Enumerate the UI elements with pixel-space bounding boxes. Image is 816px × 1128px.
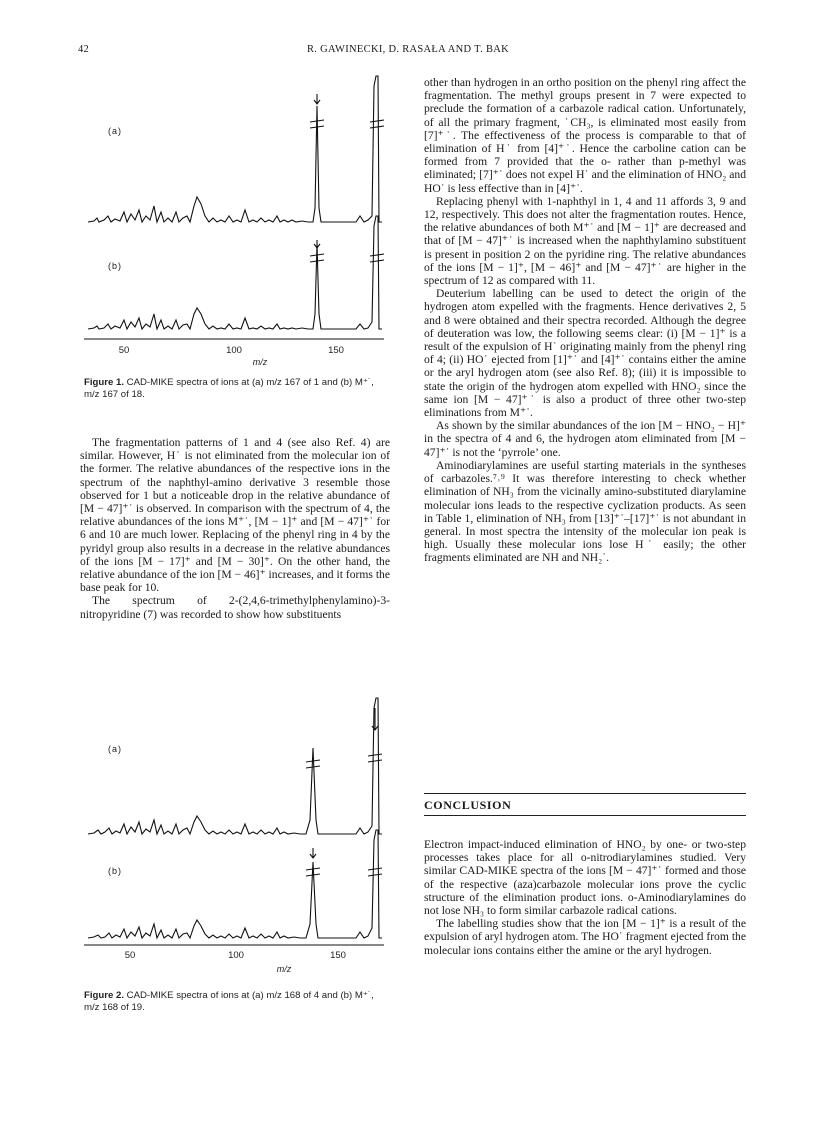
figure-1-tick-150: 150 (328, 345, 344, 356)
figure-1-caption (84, 377, 390, 401)
figure-2-trace-b (88, 830, 382, 938)
figure-1-tick-100: 100 (226, 345, 242, 356)
right-paragraph-4: As shown by the similar abundances of the ion [M − HNO₂ − H]⁺ in the spectra of 4 and 6, the hydrogen atom eliminated from [M − 47]⁺˙ is not the ‘pyrrole’ one. (424, 419, 746, 459)
figure-2-arrow-a (372, 708, 378, 730)
figure-2-caption (84, 990, 390, 1014)
conclusion-heading: CONCLUSION (424, 798, 512, 812)
right-paragraph-3: Deuterium labelling can be used to detect the origin of the hydrogen atom expelled with the fragments. Hence derivatives 2, 5 and 8 were obtained and their spectra recorded. Although the degree of deuteration was low, the following seems clear: (i) [M − 1]⁺ is a result of the expulsion of H˙ originating mainly from the phenyl ring of 4; (ii) HO˙ ejected from [1]⁺˙ and [4]⁺˙ contains either the amine or the aryl hydrogen atom (see also Ref. 8); (iii) it is impossible to state the origin of the hydrogen atom expelled with HNO₂ since the same ion [M − 47]⁺˙ is also a product of three other two-step eliminations from M⁺˙. (424, 287, 746, 420)
figure-1 (84, 76, 384, 376)
left-paragraph-1: The fragmentation patterns of 1 and 4 (see also Ref. 4) are similar. However, H˙ is not eliminated from the molecular ion of the former. The relative abundances of the respective ions in the spectrum of the naphthyl-amino derivative 3 resemble those observed for 1 but a noticeable drop in the relative abundance of [M − 47]⁺˙ is observed. In comparison with the spectrum of 4, the relative abundances of the ions M⁺˙, [M − 1]⁺ and [M − 47]⁺˙ for 6 and 10 are much lower. Replacing of the phenyl ring in 4 by the pyridyl group also results in a decrease in the relative abundances of the ions [M − 17]⁺ and [M − 30]⁺. On the other hand, the relative abundance of the ion [M − 46]⁺ increases, and it forms the base peak for 10. (80, 436, 390, 595)
conclusion-text (424, 838, 746, 957)
page-number: 42 (78, 44, 90, 55)
figure-2-break-mark-a2 (368, 754, 382, 762)
figure-2-caption-text: CAD-MIKE spectra of ions at (a) m/z 168 of 4 and (b) M⁺˙, m/z 168 of 19. (84, 990, 374, 1013)
right-paragraph-1: other than hydrogen in an ortho position on the phenyl ring affect the fragmentation. The methyl groups present in 7 were expected to preclude the formation of a carbazole radical cation. Unfortunately, of all the primary fragment, ˙CH₃, is eliminated most easily from [7]⁺˙. The effectiveness of the process is comparable to that of elimination of H˙ from [4]⁺˙. Hence the carboline cation can be formed from 7 provided that the o- rather than p-methyl was eliminated; [7]⁺˙ does not expel H˙ and the elimination of HNO₂ and HO˙ is less effective than in [4]⁺˙. (424, 76, 746, 195)
figure-2-break-mark-a1 (306, 760, 320, 768)
figure-2-caption-label: Figure 2. (84, 990, 124, 1001)
figure-1-caption-label: Figure 1. (84, 377, 124, 388)
figure-2-trace-a (88, 698, 382, 834)
figure-2-axis-title: m/z (276, 964, 292, 974)
figure-2-tick-150: 150 (330, 950, 346, 961)
figure-2-tick-50: 50 (124, 950, 136, 961)
figure-1-break-mark-b2 (370, 254, 384, 262)
figure-1-axis-title: m/z (252, 357, 268, 367)
figure-2-spectra (84, 700, 384, 980)
figure-1-break-mark-a2 (370, 120, 384, 128)
conclusion-paragraph-2: The labelling studies show that the ion [M − 1]⁺ is a result of the expulsion of aryl hydrogen atom. The HO˙ fragment ejected from the molecular ions contains either the amine or the aryl hydrogen. (424, 917, 746, 957)
figure-1-arrow-a (314, 94, 320, 104)
figure-1-caption-text: CAD-MIKE spectra of ions at (a) m/z 167 of 1 and (b) M⁺˙, m/z 167 of 18. (84, 377, 374, 400)
figure-2-panel-b-label: (b) (108, 866, 122, 876)
figure-2-tick-100: 100 (228, 950, 244, 961)
running-head-authors: R. GAWINECKI, D. RASAŁA AND T. BAK (306, 44, 510, 55)
right-paragraph-5: Aminodiarylamines are useful starting materials in the syntheses of carbazoles.⁷˒⁹ It was therefore interesting to check whether elimination of NH₃ from the vicinally amino-substituted diarylamine molecular ions leads to the respective cyclization products. As seen in Table 1, elimination of NH₃ from [13]⁺˙–[17]⁺˙ is not abundant in general. In most spectra the intensity of the molecular ion peak is high. Usually these molecular ions lose H˙ easily; the other fragments eliminated are NH and NH₂˙. (424, 458, 746, 565)
right-paragraph-2: Replacing phenyl with 1-naphthyl in 1, 4 and 11 affords 3, 9 and 12, respectively. This does not alter the fragmentation routes. Hence, the relative abundances of both M⁺˙ and [M − 1]⁺ are decreased and that of [M − 47]⁺˙ is increased when the naphthylamino substituent is present in position 2 on the pyridine ring. The relative abundances of the ions [M − 1]⁺, [M − 46]⁺ and [M − 47]⁺˙ are higher in the spectrum of 12 as compared with 11. (424, 194, 746, 288)
right-column-text (424, 76, 746, 565)
figure-1-panel-a-label: (a) (108, 126, 122, 136)
conclusion-rule-bottom (424, 815, 746, 816)
figure-1-tick-50: 50 (118, 345, 130, 356)
conclusion-heading-block (424, 793, 746, 827)
figure-2-break-mark-b2 (368, 868, 382, 876)
left-column-text (80, 436, 390, 621)
conclusion-rule-top (424, 793, 746, 794)
running-head (78, 44, 738, 62)
figure-1-spectra (84, 76, 384, 376)
figure-1-arrow-b (314, 240, 320, 248)
figure-1-trace-b (88, 216, 382, 329)
conclusion-paragraph-1: Electron impact-induced elimination of HNO₂ by one- or two-step processes takes place for all o-nitrodiarylamines studied. Very similar CAD-MIKE spectra of the ions [M − 47]⁺˙ formed and those of the respective (aza)carbazole molecular ions prove the cyclic structure of the elimination product ions. o-Aminodiarylamines do not lose NH₃ to form similar carbazole radical cations. (424, 838, 746, 918)
left-paragraph-2: The spectrum of 2-(2,4,6-trimethylphenylamino)-3-nitropyridine (7) was recorded to show how substituents (80, 594, 390, 621)
figure-2-panel-a-label: (a) (108, 744, 122, 754)
figure-2-arrow-b (310, 848, 316, 858)
figure-1-trace-a (88, 76, 382, 222)
figure-1-panel-b-label: (b) (108, 261, 122, 271)
figure-2 (84, 700, 384, 980)
